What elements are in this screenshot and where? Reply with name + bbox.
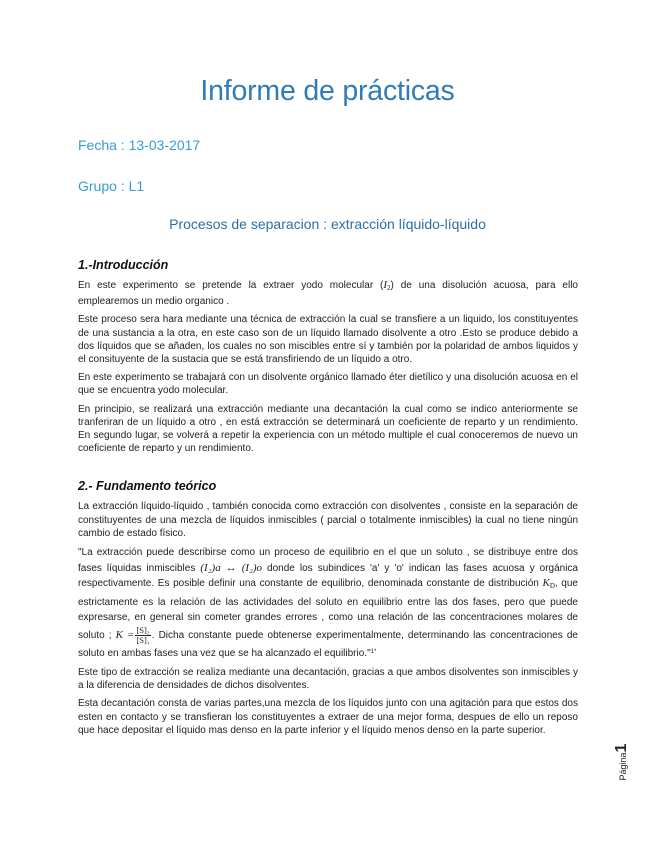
fraction-denominator: [S]₁ [136, 634, 150, 645]
report-group: Grupo : L1 [78, 178, 145, 194]
paragraph-text: En este experimento se pretende la extraer yodo molecular ( [78, 280, 384, 291]
section-heading-fundamento: 2.- Fundamento teórico [78, 479, 217, 494]
quote-paragraph: "La extracción puede describirse como un proceso de equilibrio en el que un soluto , se distribuye entre dos fases líquidas inmiscibles (I₂)a ↔ (I₂)o donde los subindices 'a' y 'o' indican las fases acuosa y orgánica respectivamente. Es posible definir una constante de equilibrio, denominada constante de distribución $K_D$, que estrictamente es la relación de las actividades del soluto en equilibrio entre las dos fases, pero que puede expresarse, en general sin cometer grandes errores , como una relación de las concentraciones molares de soluto ; K = $\frac{\text{[S]₂}}{\text{[S]₁}}$ . Dicha constante puede obtenerse experimentalmente, determinando las concentraciones de soluto en ambas fases una vez que se ha alcanzado el equilibrio."$^{1*}$ [78, 547, 578, 659]
section-heading-introduccion: 1.-Introducción [78, 258, 169, 272]
paragraph-fundamento-3: Esta decantación consta de varias partes,una mezcla de los líquidos junto con una agitación para que estos dos esten en contacto y se transfieran los constituyentes a extraer de una mejor forma, despues de ello un reposo que hace depositar el líquido mas denso en la parte inferior y el líquido menos denso en la parte superior. [78, 698, 578, 736]
page-number-footer [612, 722, 632, 802]
page-label: Página [618, 752, 628, 781]
reference-marker: 1* [370, 648, 377, 655]
fraction-numerator: [S]₂ [136, 624, 150, 635]
paragraph-intro-4: En principio, se realizará una extracción mediante una decantación la cual como se indico anteriormente se tranferiran de un líquido a otro , en está extracción se determinará un coeficiente de reparto y un rendimiento. En segundo lugar, se volverá a repetir la experiencia con un método multiple el cual conoceremos de nuevo un coeficiente de reparto y un rendimiento. [78, 403, 578, 455]
page-number: 1 [613, 743, 630, 753]
paragraph-fundamento-2: Este tipo de extracción se realiza mediante una decantación, gracias a que ambos disolventes son inmiscibles y a la diferencia de densidades de dichos disolventes. [78, 667, 578, 692]
paragraph-fundamento-1: La extracción líquido-líquido , también conocida como extracción con disolventes , consiste en la separación de constituyentes de una mezcla de líquidos inmiscibles ( parcial o totalmente inmiscibles) la cual no tiene ningún cambio de estado físico. [78, 501, 578, 539]
distribution-constant-symbol: $K_D$ [542, 577, 555, 591]
document-subtitle: Procesos de separacion : extracción líquido-líquido [169, 216, 486, 232]
paragraph-intro-1 [78, 279, 578, 308]
iodine-formula: $I_2$ [383, 279, 391, 292]
paragraph-intro-3: En este experimento se trabajará con un disolvente orgánico llamado éter dietílico y una disolución acuosa en el que se encuentra yodo molecular. [78, 372, 578, 397]
paragraph-text: ) de una disolución acuosa, para ello emplearemos un medio organico . [78, 280, 578, 308]
document-body [78, 258, 578, 742]
concentration-fraction [135, 626, 150, 645]
equilibrium-equation: (I₂)a ↔ (I₂)o [200, 561, 263, 574]
document-title: Informe de prácticas [200, 75, 455, 107]
constant-k-symbol: K = [115, 628, 135, 641]
paragraph-intro-2: Este proceso sera hara mediante una técnica de extracción la cual se transfiere a un liquido, los constituyentes de una sustancia a la otra, en este caso son de un líquido llamado disolvente a otro .Esto se produce debido a dos líquidos que se añaden, los cuales no son miscibles entre sí y también por la polaridad de ambos liquidos y el consituyente de la sustacia que se está transfiriendo de un líquido a otro. [78, 314, 578, 366]
report-date: Fecha : 13-03-2017 [78, 137, 201, 153]
